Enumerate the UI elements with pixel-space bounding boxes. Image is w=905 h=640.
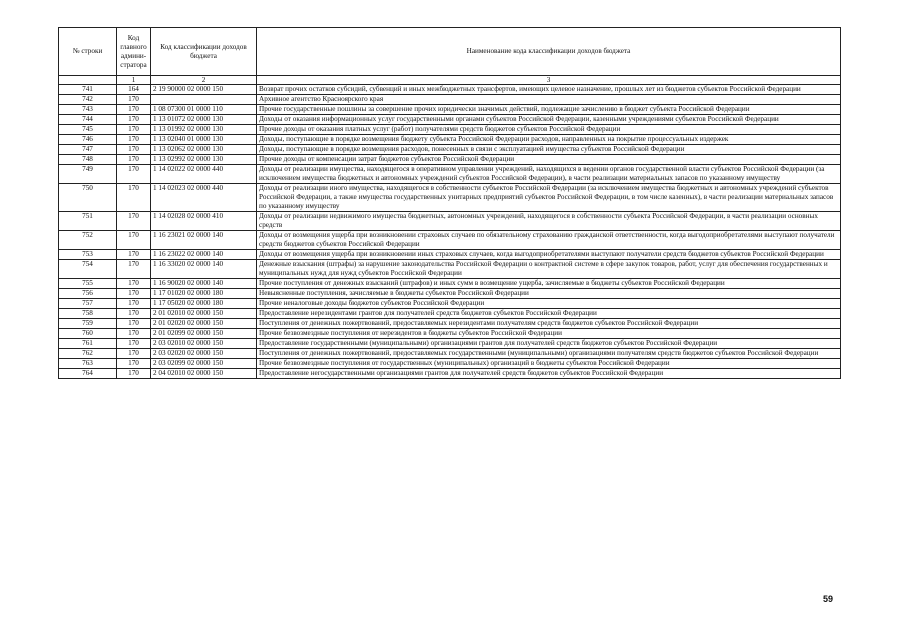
table-header-row [59,28,841,76]
code-name-cell: Доходы, поступающие в порядке возмещения расходов, понесенных в связи с эксплуатацией имущества субъектов Российской Федерации [257,145,841,155]
row-number-cell: 758 [59,309,117,319]
classification-code-cell: 1 17 05020 02 0000 180 [151,299,257,309]
column-index-cell: 2 [151,76,257,85]
code-name-cell: Предоставление негосударственными организациями грантов для получателей средств бюджетов субъектов Российской Федерации [257,369,841,379]
row-number-cell: 757 [59,299,117,309]
classification-code-cell: 2 01 02010 02 0000 150 [151,309,257,319]
table-row [59,299,841,309]
column-index-cell: 3 [257,76,841,85]
admin-code-cell: 170 [117,349,151,359]
row-number-cell: 744 [59,115,117,125]
admin-code-cell: 170 [117,165,151,184]
admin-code-cell: 170 [117,135,151,145]
admin-code-cell: 170 [117,184,151,212]
table-row [59,349,841,359]
classification-code-cell: 1 14 02022 02 0000 440 [151,165,257,184]
classification-code-cell: 1 17 01020 02 0000 180 [151,289,257,299]
code-name-cell: Прочие поступления от денежных взысканий (штрафов) и иных сумм в возмещение ущерба, зачисляемые в бюджеты субъектов Российской Федерации [257,279,841,289]
table-row [59,85,841,95]
code-name-cell: Предоставление нерезидентами грантов для получателей средств бюджетов субъектов Российской Федерации [257,309,841,319]
table-row [59,260,841,279]
admin-code-cell: 170 [117,319,151,329]
code-name-cell: Прочие доходы от компенсации затрат бюджетов субъектов Российской Федерации [257,155,841,165]
table-row [59,250,841,260]
code-name-cell: Доходы от реализации имущества, находящегося в оперативном управлении учреждений, находящихся в ведении органов государственной власти субъектов Российской Федерации (за исключением имущества бюджетных и автономных учреждений субъектов Российской Федерации), в части реализации материальных запасов по указанному имуществу [257,165,841,184]
admin-code-cell: 170 [117,289,151,299]
table-row [59,319,841,329]
classification-code-cell: 1 16 23021 02 0000 140 [151,231,257,250]
code-name-cell: Прочие безвозмездные поступления от нерезидентов в бюджеты субъектов Российской Федерации [257,329,841,339]
table-row [59,165,841,184]
admin-code-cell: 170 [117,105,151,115]
column-index-cell [59,76,117,85]
classification-code-cell: 1 16 23022 02 0000 140 [151,250,257,260]
row-number-cell: 751 [59,212,117,231]
row-number-cell: 752 [59,231,117,250]
row-number-cell: 745 [59,125,117,135]
row-number-cell: 747 [59,145,117,155]
admin-code-cell: 170 [117,145,151,155]
table-row [59,105,841,115]
classification-code-cell: 1 14 02023 02 0000 440 [151,184,257,212]
classification-code-cell: 1 14 02028 02 0000 410 [151,212,257,231]
classification-code-cell: 2 01 02020 02 0000 150 [151,319,257,329]
classification-code-cell: 1 13 02040 01 0000 130 [151,135,257,145]
table-row [59,231,841,250]
table-row [59,115,841,125]
admin-code-cell: 170 [117,309,151,319]
row-number-cell: 742 [59,95,117,105]
admin-code-cell: 170 [117,250,151,260]
admin-code-cell: 170 [117,299,151,309]
code-name-cell: Поступления от денежных пожертвований, предоставляемых государственными (муниципальными) организациями получателям средств бюджетов субъектов Российской Федерации [257,349,841,359]
row-number-cell: 761 [59,339,117,349]
code-name-cell: Доходы от оказания информационных услуг государственными органами субъектов Российской Федерации, казенными учреждениями субъектов Российской Федерации [257,115,841,125]
header-code-name: Наименование кода классификации доходов бюджета [257,28,841,76]
admin-code-cell: 170 [117,115,151,125]
table-row [59,369,841,379]
code-name-cell: Доходы, поступающие в порядке возмещения бюджету субъекта Российской Федерации расходов, направленных на покрытие процессуальных издержек [257,135,841,145]
classification-code-cell: 2 03 02020 02 0000 150 [151,349,257,359]
classification-code-cell: 2 04 02010 02 0000 150 [151,369,257,379]
admin-code-cell: 170 [117,279,151,289]
admin-code-cell: 170 [117,329,151,339]
code-name-cell: Возврат прочих остатков субсидий, субвенций и иных межбюджетных трансфертов, имеющих целевое назначение, прошлых лет из бюджетов субъектов Российской Федерации [257,85,841,95]
table-row [59,279,841,289]
header-row-number: № строки [59,28,117,76]
code-name-cell: Доходы от реализации недвижимого имущества бюджетных, автономных учреждений, находящегося в собственности субъекта Российской Федерации, в части реализации основных средств [257,212,841,231]
column-index-row [59,76,841,85]
code-name-cell: Предоставление государственными (муниципальными) организациями грантов для получателей средств бюджетов субъектов Российской Федерации [257,339,841,349]
row-number-cell: 750 [59,184,117,212]
classification-code-cell: 1 08 07300 01 0000 110 [151,105,257,115]
row-number-cell: 754 [59,260,117,279]
code-name-cell: Доходы от возмещения ущерба при возникновении страховых случаев по обязательному страхованию гражданской ответственности, когда выгодоприобретателями выступают получатели средств бюджетов субъектов Российской Федерации [257,231,841,250]
code-name-cell: Прочие государственные пошлины за совершение прочих юридически значимых действий, подлежащие зачислению в бюджет субъекта Российской Федерации [257,105,841,115]
row-number-cell: 759 [59,319,117,329]
code-name-cell: Прочие доходы от оказания платных услуг (работ) получателями средств бюджетов субъектов Российской Федерации [257,125,841,135]
classification-code-cell: 1 13 01072 02 0000 130 [151,115,257,125]
admin-code-cell: 170 [117,231,151,250]
classification-code-cell: 2 01 02099 02 0000 150 [151,329,257,339]
admin-code-cell: 170 [117,155,151,165]
code-name-cell: Поступления от денежных пожертвований, предоставляемых нерезидентами получателям средств бюджетов субъектов Российской Федерации [257,319,841,329]
classification-code-cell: 2 03 02099 02 0000 150 [151,359,257,369]
table-row [59,145,841,155]
row-number-cell: 746 [59,135,117,145]
classification-code-cell: 2 03 02010 02 0000 150 [151,339,257,349]
revenue-classification-table [58,27,841,379]
code-name-cell: Архивное агентство Красноярского края [257,95,841,105]
table-row [59,155,841,165]
code-name-cell: Денежные взыскания (штрафы) за нарушение законодательства Российской Федерации о контрактной системе в сфере закупок товаров, работ, услуг для обеспечения государственных и муниципальных нужд для нужд субъектов Российской Федерации [257,260,841,279]
classification-code-cell: 1 13 02992 02 0000 130 [151,155,257,165]
admin-code-cell: 170 [117,125,151,135]
classification-code-cell: 2 19 90000 02 0000 150 [151,85,257,95]
classification-code-cell: 1 13 01992 02 0000 130 [151,125,257,135]
admin-code-cell: 164 [117,85,151,95]
row-number-cell: 756 [59,289,117,299]
code-name-cell: Прочие безвозмездные поступления от государственных (муниципальных) организаций в бюджеты субъектов Российской Федерации [257,359,841,369]
admin-code-cell: 170 [117,260,151,279]
row-number-cell: 741 [59,85,117,95]
table-row [59,339,841,349]
row-number-cell: 763 [59,359,117,369]
row-number-cell: 748 [59,155,117,165]
table-row [59,135,841,145]
code-name-cell: Доходы от возмещения ущерба при возникновении иных страховых случаев, когда выгодоприобретателями выступают получатели средств бюджетов субъектов Российской Федерации [257,250,841,260]
table-row [59,212,841,231]
row-number-cell: 755 [59,279,117,289]
row-number-cell: 762 [59,349,117,359]
table-row [59,309,841,319]
row-number-cell: 764 [59,369,117,379]
row-number-cell: 760 [59,329,117,339]
code-name-cell: Невыясненные поступления, зачисляемые в бюджеты субъектов Российской Федерации [257,289,841,299]
column-index-cell: 1 [117,76,151,85]
table-row [59,95,841,105]
table-row [59,125,841,135]
admin-code-cell: 170 [117,212,151,231]
row-number-cell: 743 [59,105,117,115]
classification-code-cell [151,95,257,105]
admin-code-cell: 170 [117,339,151,349]
admin-code-cell: 170 [117,95,151,105]
row-number-cell: 749 [59,165,117,184]
page-number: 59 [823,594,834,604]
classification-code-cell: 1 13 02062 02 0000 130 [151,145,257,155]
table-row [59,184,841,212]
header-admin-code: Код главного админи- стратора [117,28,151,76]
classification-code-cell: 1 16 33020 02 0000 140 [151,260,257,279]
table-row [59,289,841,299]
table-row [59,359,841,369]
code-name-cell: Доходы от реализации иного имущества, находящегося в собственности субъектов Российской Федерации (за исключением имущества бюджетных и автономных учреждений субъектов Российской Федерации, а также имущества государственных унитарных предприятий субъектов Российской Федерации, в том числе казенных), в части реализации материальных запасов по указанному имуществу [257,184,841,212]
classification-code-cell: 1 16 90020 02 0000 140 [151,279,257,289]
table-row [59,329,841,339]
row-number-cell: 753 [59,250,117,260]
code-name-cell: Прочие неналоговые доходы бюджетов субъектов Российской Федерации [257,299,841,309]
admin-code-cell: 170 [117,369,151,379]
admin-code-cell: 170 [117,359,151,369]
header-classification-code: Код классификации доходов бюджета [151,28,257,76]
